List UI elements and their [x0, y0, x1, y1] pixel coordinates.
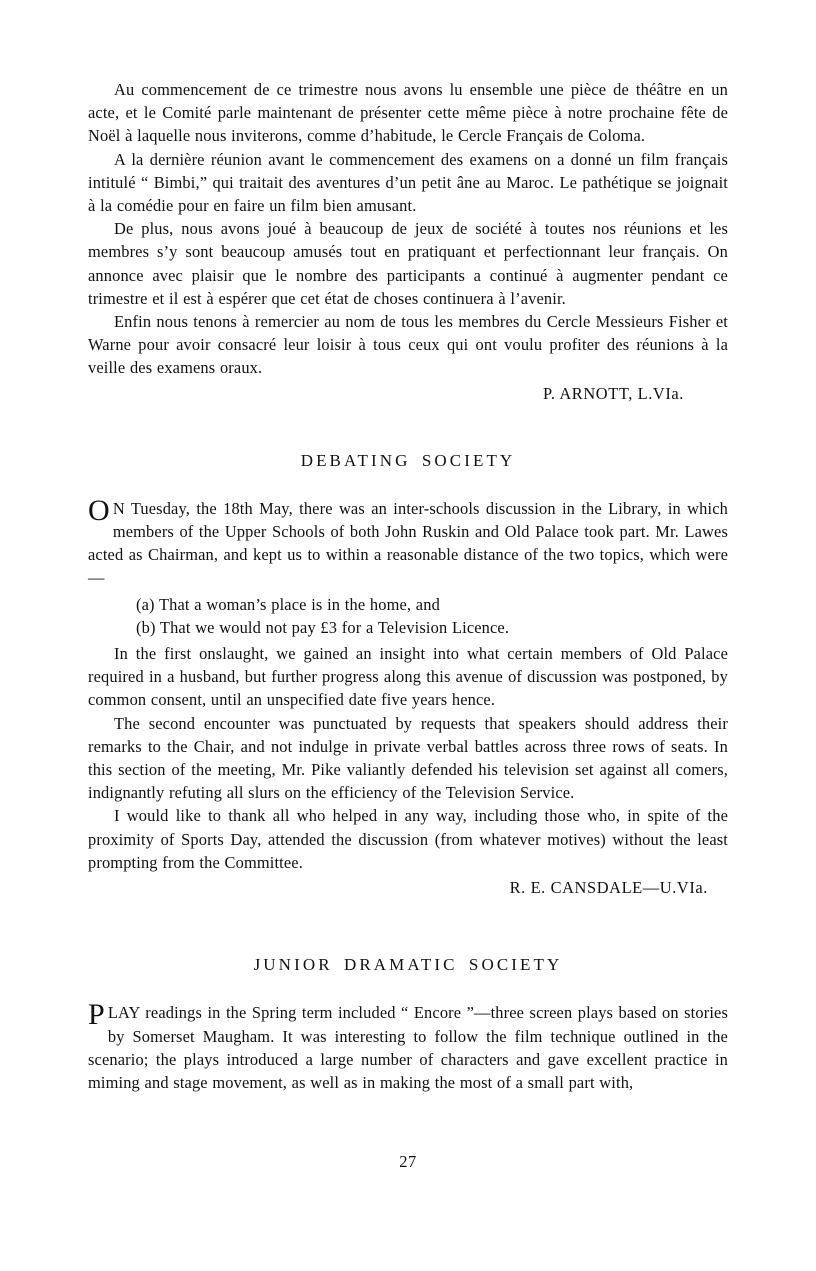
spacer [88, 975, 728, 1001]
opening-first-line: N Tuesday, the 18th May, there was an inter-schools discussion in [112, 498, 576, 518]
spacer [88, 471, 728, 497]
list-item: (a) That a woman’s place is in the home, and [136, 594, 440, 614]
opening-remainder: follow the film technique outlined in the scenario; the plays introduced a large number of characters and gave excellent practice in miming and stage movement, as well as in making the most of a small part with, [88, 1026, 728, 1092]
paragraph: In the first onslaught, we gained an insight into what certain members of Old Palace required in a husband, but further progress along this avenue of discussion was postponed, by common consent, until an unspecified date five years hence. [88, 644, 728, 710]
opening-remainder: and Old Palace took part. Mr. Lawes acted as Chairman, and kept us to within a reasonable distance of the two topics, which were— [88, 522, 728, 588]
opening-paragraph [88, 998, 728, 1094]
author-signature: P. ARNOTT, L.VIa. [542, 383, 684, 403]
debating-society-section [88, 493, 728, 899]
paragraph: I would like to thank all who helped in any way, including those who, in spite of the proximity of Sports Day, attended the discussion (from whatever motives) without the least prompting from the Committee. [88, 806, 728, 872]
author-signature: R. E. CANSDALE—U.VIa. [509, 878, 708, 898]
motions-list [88, 593, 728, 639]
paragraph: De plus, nous avons joué à beaucoup de jeux de société à toutes nos réunions et les membres s’y sont beaucoup amusés tout en pratiquant et perfectionnant leur français. On annonce avec plaisir que le nombre des participants a continué à augmenter pendant ce trimestre et il est à espérer que cet état de choses continuera à l’avenir. [88, 219, 728, 308]
drop-cap-letter: O [88, 493, 110, 527]
list-item: (b) That we would not pay £3 for a Television Licence. [136, 617, 510, 637]
page-number: 27 [399, 1152, 417, 1171]
paragraph: The second encounter was punctuated by requests that speakers should address their remarks to the Chair, and not indulge in private verbal battles across three rows of seats. In this section of the meeting, Mr. Pike valiantly defended his television set against all comers, indignantly refuting all slurs on the efficiency of the Television Service. [88, 713, 728, 803]
paragraph: Au commencement de ce trimestre nous avons lu ensemble une pièce de théâtre en un acte, et le Comité parle maintenant de présenter cette même pièce à notre prochaine fête de Noël à laquelle nous inviterons, comme d’habitude, le Cercle Français de Coloma. [88, 80, 728, 146]
opening-paragraph [88, 493, 728, 590]
french-society-section [88, 78, 728, 405]
opening-second-line: the Library, in which members of the Upper Schools of both John Ruskin [112, 498, 728, 542]
junior-dramatic-society-section [88, 998, 728, 1094]
paragraph: A la dernière réunion avant le commencement des examens on a donné un film français intitulé “ Bimbi,” qui traitait des aventures d’un petit âne au Maroc. Le pathétique se joignait à la comédie pour en faire un film bien amusant. [88, 149, 728, 216]
section-heading-junior-dramatic-society: JUNIOR DRAMATIC SOCIETY [253, 955, 563, 975]
opening-first-line: LAY readings in the Spring term included “ Encore ”—three screen [107, 1003, 573, 1023]
opening-second-line: plays based on stories by Somerset Maugham. It was interesting to [107, 1003, 728, 1046]
paragraph: Enfin nous tenons à remercier au nom de tous les membres du Cercle Messieurs Fisher et Warne pour avoir consacré leur loisir à tous ceux qui ont voulu profiter des réunions à la veille des examens oraux. [88, 312, 728, 378]
section-heading-debating-society: DEBATING SOCIETY [300, 450, 516, 470]
spacer [88, 405, 728, 451]
drop-cap-letter: P [88, 998, 105, 1032]
text-column [88, 78, 728, 1094]
spacer [88, 899, 728, 955]
